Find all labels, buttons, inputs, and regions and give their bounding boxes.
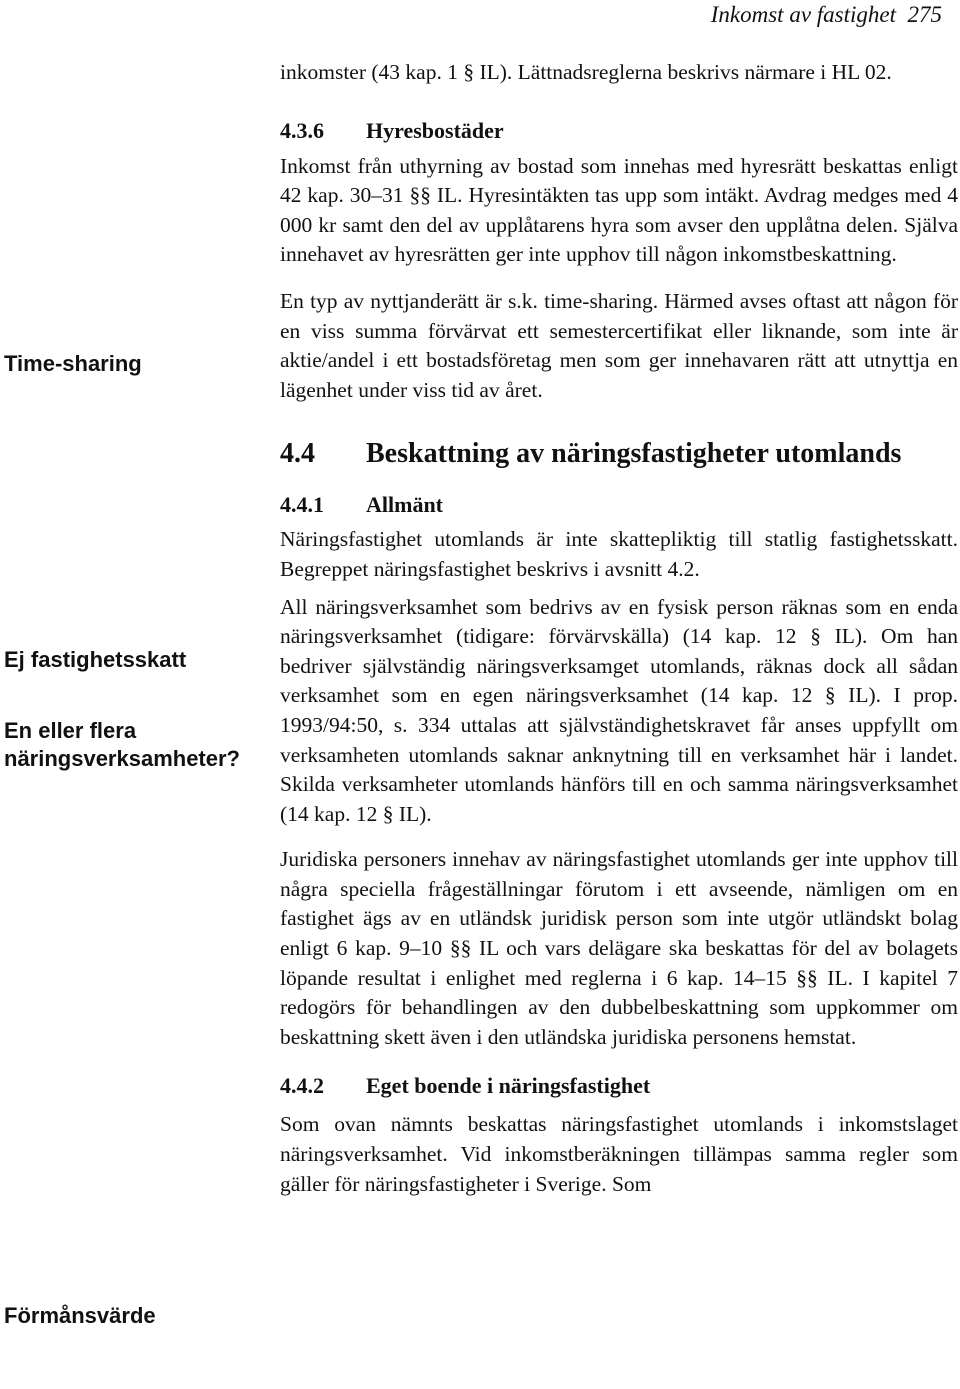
paragraph-som-ovan: Som ovan nämnts beskattas näringsfastighet utomlands i inkomstslaget näringsverksamhet. Vid inkomstberäkningen tillämpas samma regler som gäller för näringsfastigheter i Sverige. Som — [280, 1112, 958, 1196]
margin-note-time-sharing: Time-sharing — [4, 351, 142, 376]
margin-note-formansvarde: Förmånsvärde — [4, 1303, 156, 1328]
heading-title: Allmänt — [366, 492, 443, 518]
page-number: 275 — [907, 2, 942, 27]
main-text — [280, 58, 958, 1199]
heading-4-4 — [280, 435, 958, 473]
paragraph-juridiska-personer: Juridiska personers innehav av näringsfastighet utomlands ger inte upphov till några speciella frågeställningar förutom i ett avseende, nämligen om en fastighet ägs av en utländsk juridisk person som inte utgör utländskt bolag enligt 6 kap. 9–10 §§ IL och vars delägare ska beskattas för del av bolagets löpande resultat i enlighet med reglerna i 6 kap. 14–15 §§ IL. I kapitel 7 redogörs för behandlingen av den dubbelbeskattning som uppkommer om beskattning skett även i den utländska juridiska personens hemstat. — [280, 847, 958, 1049]
heading-4-4-2 — [280, 1072, 958, 1100]
paragraph-intro: inkomster (43 kap. 1 § IL). Lättnadsreglerna beskrivs närmare i HL 02. — [280, 60, 892, 84]
heading-number: 4.4 — [280, 438, 315, 470]
running-title: Inkomst av fastighet — [710, 2, 896, 27]
heading-number: 4.4.2 — [280, 1073, 324, 1099]
paragraph-naringsverksamhet: All näringsverksamhet som bedrivs av en fysisk person räknas som en enda näringsverksamhet (tidigare: förvärvskälla) (14 kap. 12 § IL). Om han bedriver självständig näringsverksamget utomlands, räknas dock all sådan verksamhet som en egen näringsverksamhet (14 kap. 12 § IL). I prop. 1993/94:50, s. 334 uttalas att självständighetskravet får anses uppfyllt om verksamheten utomlands saknar anknytning till en verksamhet här i landet. Skilda verksamheter utomlands hänförs till en och samma näringsverksamhet (14 kap. 12 § IL). — [280, 594, 958, 826]
heading-number: 4.3.6 — [280, 117, 324, 143]
heading-4-4-1 — [280, 491, 958, 519]
paragraph-ej-fastighetsskatt: Näringsfastighet utomlands är inte skattepliktig till statlig fastighetsskatt. Begreppet näringsfastighet beskrivs i avsnitt 4.2. — [280, 527, 958, 581]
heading-4-3-6 — [280, 117, 958, 145]
heading-title: Eget boende i näringsfastighet — [366, 1073, 651, 1099]
margin-note-en-eller-flera: En eller flera näringsverksamheter? — [4, 718, 240, 771]
heading-title: Beskattning av näringsfastigheter utomlands — [366, 438, 902, 470]
heading-number: 4.4.1 — [280, 492, 324, 518]
margin-note-ej-fastighetsskatt: Ej fastighetsskatt — [4, 647, 187, 672]
paragraph-time-sharing: En typ av nyttjanderätt är s.k. time-sharing. Härmed avses oftast att någon för en viss summa förvärvat ett semestercertifikat eller liknande, som inte är aktie/andel i ett bostadsföretag men som ger innehavaren rätt att utnyttja en lägenhet under viss tid av året. — [280, 288, 958, 402]
paragraph-hyresbostader: Inkomst från uthyrning av bostad som innehas med hyresrätt beskattas enligt 42 kap. 30–31 §§ IL. Hyresintäkten tas upp som intäkt. Avdrag medges med 4 000 kr samt den del av upplåtarens hyra som avser den upplåtna delen. Själva innehavet av hyresrätten ger inte upphov till någon inkomstbeskattning. — [280, 153, 958, 267]
heading-title: Hyresbostäder — [366, 117, 504, 143]
running-header — [0, 0, 942, 30]
